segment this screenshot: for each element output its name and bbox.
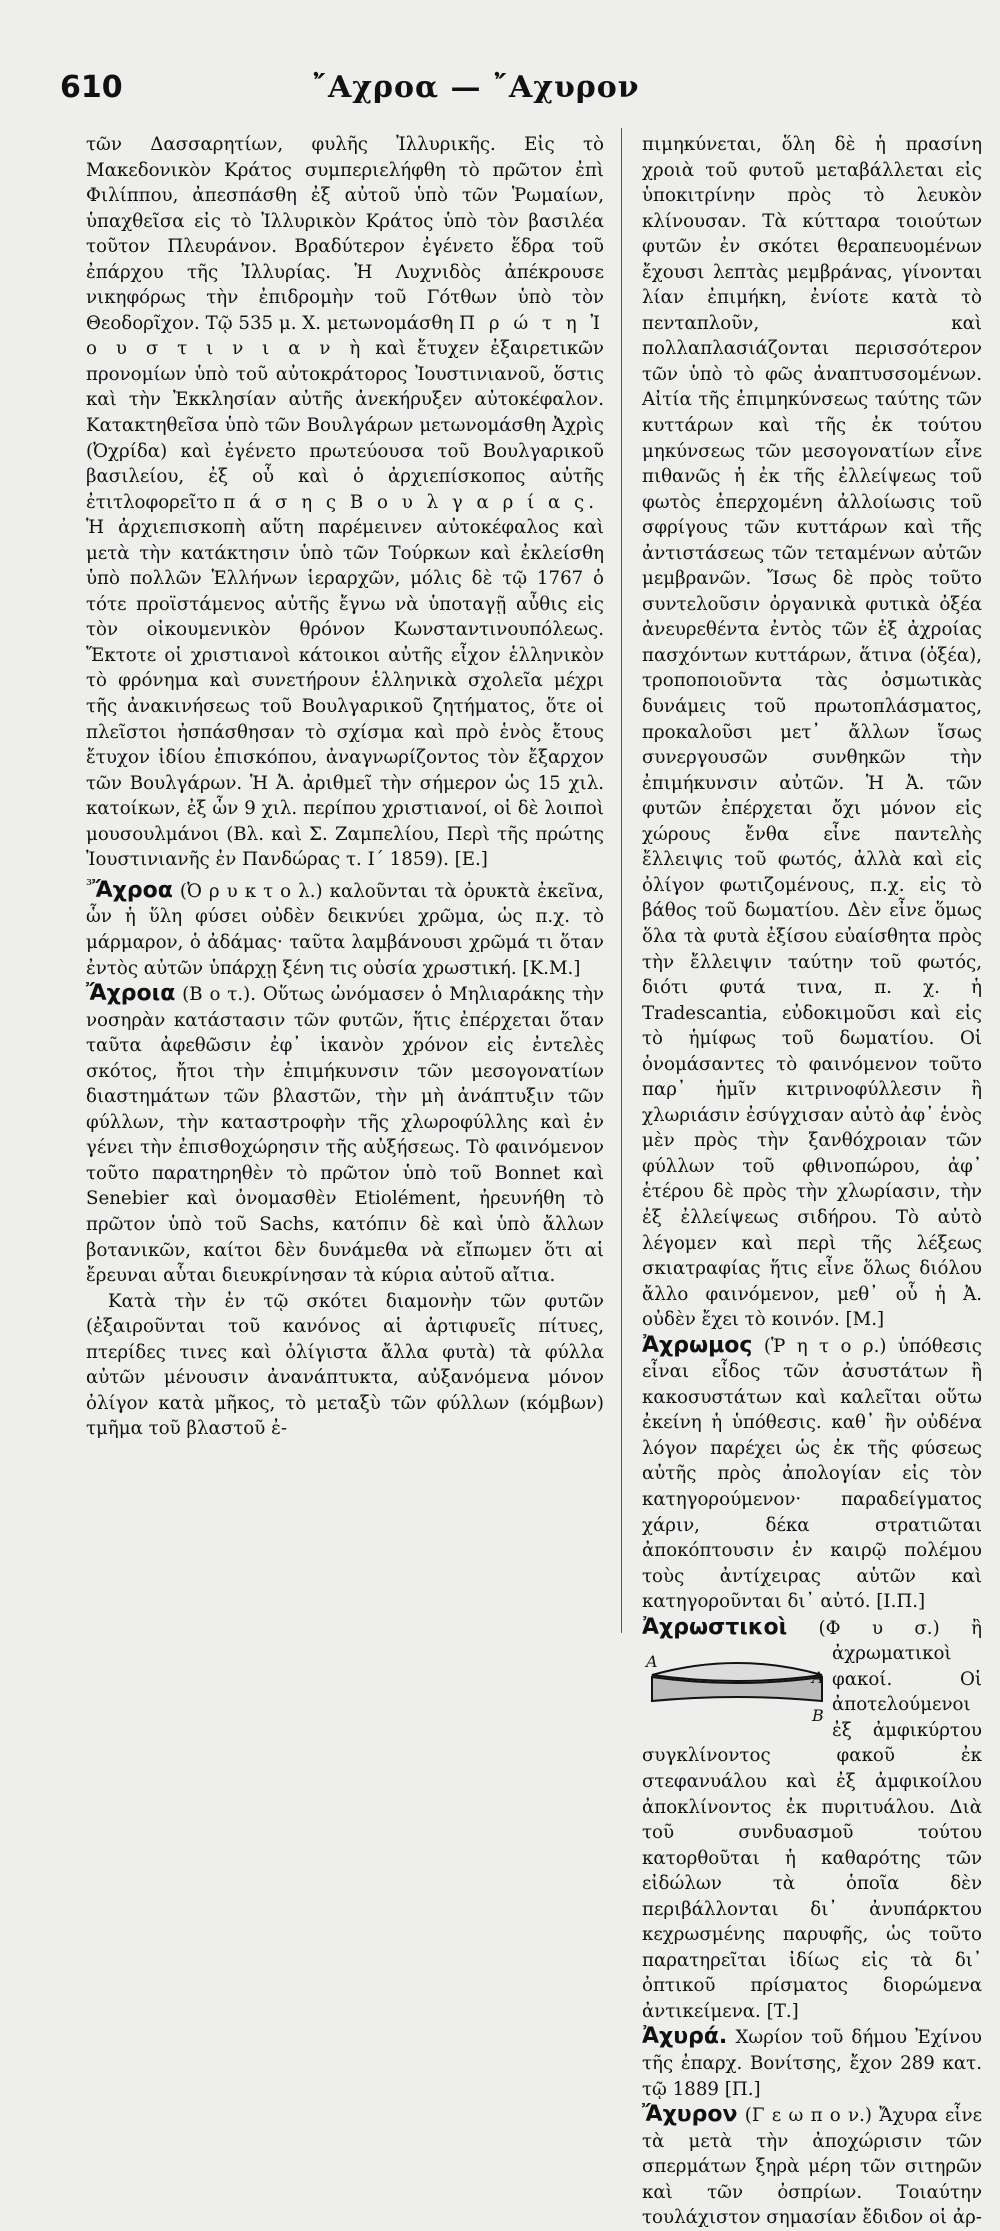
body-text: καὶ ἔτυχεν ἐξαιρετικῶν προνομίων ὑπὸ τοῦ αὐτοκράτορος Ἰουστινιανοῦ, ὅστις καὶ τὴν Ἐκκλησίαν αὐτῆς ἀνεκήρυξεν αὐτοκέφαλον. Κατακτηθεῖσα ὑπὸ τῶν Βουλγάρων μετωνομάσθη Ἀχρὶς (Ὀχρίδα) καὶ ἐγένετο πρωτεύουσα τοῦ Βουλγαρικοῦ βασιλείου, ἐξ οὗ καὶ ὁ ἀρχιεπίσκοπος αὐτῆς ἐτιτλοφορεῖτο [86,338,604,513]
running-head: ῎Αχροα — ῎Αχυρον [312,70,640,105]
paragraph: Κατὰ τὴν ἐν τῷ σκότει διαμονὴν τῶν φυτῶν (ἐξαιροῦνται τοῦ κανόνος αἱ ἀρτιφυεῖς πίτυες, πτερίδες τινες καὶ ὀλίγιστα ἄλλα φυτὰ) τὰ φύλλα αὐτῶν μένουσιν ἀνανάπτυκτα, αὐξανόμενα μόνον ὀλίγον κατὰ μῆκος, τὸ μεταξὺ τῶν φύλλων (κόμβων) τμῆμα τοῦ βλαστοῦ ἐ- [86,1290,604,1440]
entry-text: Ἄχυρα εἶνε τὰ μετὰ τὴν ἀποχώρισιν τῶν σπερμάτων ξηρὰ μέρη τῶν σιτηρῶν καὶ τῶν ὀσπρίων. Τοιαύτην τουλάχιστον σημασίαν ἔδιδον οἱ ἀρ- [642,2105,982,2229]
paragraph: Ἡ ἀρχιεπισκοπὴ αὕτη παρέμεινεν αὐτοκέφαλος καὶ μετὰ τὴν κατάκτησιν ὑπὸ τῶν Τούρκων καὶ ἐκλείσθη ὑπὸ πολλῶν Ἑλλήνων ἱεραρχῶν, μόλις δὲ τῷ 1767 ὁ τότε προϊστάμενος αὐτῆς ἔγνω νὰ ὑποταγῇ αὖθις εἰς τὸν οἰκουμενικὸν θρόνον Κωνσταντινουπόλεως. Ἔκτοτε οἱ χριστιανοὶ κάτοικοι αὐτῆς εἶχον ἑλληνικὸν τὸ φρόνημα καὶ συνετήρουν ἑλληνικὰ σχολεῖα μέχρι τῆς ἀνακινήσεως τοῦ Βουλγαρικοῦ ζητήματος, ὅτε οἱ πλεῖστοι ἠσπάσθησαν τὸ σχίσμα καὶ πρὸ ἑνὸς ἔτους ἔτυχον ἰδίου ἐπισκόπου, ἀναγνωρίζοντος τὸν ἔξαρχον τῶν Βουλγάρων. Ἡ Ἀ. ἀριθμεῖ τὴν σήμερον ὡς 15 χιλ. κατοίκων, ἐξ ὧν 9 χιλ. περίπου χριστιανοί, οἱ δὲ λοιποὶ μουσουλμάνοι (Βλ. καὶ Σ. Ζαμπελίου, Περὶ τῆς πρώτης Ἰουστινιανῆς ἐν Πανδώρας τ. Ι΄ 1859). [Ε.] [86,517,604,871]
entry-achroia [86,981,604,1289]
headword: Ἄχροια [86,981,176,1007]
entry-field: (Φ υ σ.) [818,1617,940,1639]
entry-text: Χωρίον τοῦ δήμου Ἐχίνου τῆς ἐπαρχ. Βονίτσης, ἔχον 289 κατ. τῷ 1889 [Π.] [642,2027,982,2100]
spaced-text: π ά σ η ς Β ο υ λ γ α ρ ί α ς. [223,491,599,513]
page-header [0,70,1000,120]
entry-text: Οὕτως ὠνόμασεν ὁ Μηλιαράκης τὴν νοσηρὰν κατάστασιν τῶν φυτῶν, ἥτις ἐπέρχεται ὅταν ταῦτα ἀφεθῶσιν ἐφ᾽ ἱκανὸν χρόνον εἰς ἐντελὲς σκότος, ἤτοι τὴν ἐπιμήκυνσιν τῶν μεσογονατίων διαστημάτων τῶν βλαστῶν, τὴν μὴ ἀνάπτυξιν τῶν φύλλων, τὴν καταστροφὴν τῆς χλωροφύλλης καὶ ἐν γένει τὴν ἐπισθοχώρησιν τῆς αὐξήσεως. Τὸ φαινόμενον τοῦτο παρατηρηθὲν τὸ πρῶτον ὑπὸ τοῦ Bonnet καὶ Senebier καὶ ὀνομασθὲν Etiolément, ἠρευνήθη τὸ πρῶτον ὑπὸ τοῦ Sachs, κατόπιν δὲ καὶ ὑπὸ ἄλλων βοτανικῶν, καίτοι δὲν δυνάμεθα νὰ εἴπωμεν ὅτι αἱ ἔρευναι αὗται διευκρίνησαν τὰ κύρια αὐτοῦ αἴτια. [86,984,604,1287]
entry-achyron [642,2102,982,2231]
headword: Ἀχρωμος [642,1332,753,1358]
entry-text: ὑπόθεσις εἶναι εἶδος τῶν ἀσυστάτων ἢ κακοσυστάτων καὶ καλεῖται οὕτω ἐκείνη ἡ ὑπόθεσις. καθ᾽ ἣν οὐδένα λόγον παρέχει ὡς ἐκ τῆς φύσεως αὐτῆς πρὸς ἀπολογίαν εἰς τὸν κατηγορούμενον· παραδείγματος χάριν, δέκα στρατιῶται ἀποκόπτουσιν ἐν καιρῷ πολέμου τοὺς ἀντίχειρας αὑτῶν καὶ κατηγοροῦνται δι᾽ αὐτό. [Ι.Π.] [642,1335,982,1613]
spaced-text: Π ρ ώ τ η Ἰ ο υ σ τ ι ν ι α ν ὴ [86,312,604,360]
lens-figure [642,1645,832,1725]
achromatic-lens-drawing [642,1645,832,1725]
body-text: τῶν Δασσαρητίων, φυλῆς Ἰλλυρικῆς. Εἰς τὸ Μακεδονικὸν Κράτος συμπεριελήφθη τὸ πρῶτον ἐπὶ Φιλίππου, ἀπεσπάσθη ἐξ αὐτοῦ ὑπὸ τῶν Ῥωμαίων, ὑπαχθεῖσα εἰς τὸ Ἰλλυρικὸν Κράτος ὑπὸ τὸν βασιλέα τοῦτον Πλευράνον. Βραδύτερον ἐγένετο ἕδρα τοῦ ἐπάρχου τῆς Ἰλλυρίας. Ἡ Λυχνιδὸς ἀπέκρουσε νικηφόρως τὴν ἐπιδρομὴν τοῦ Γότθων ὑπὸ τὸν Θεοδορῖχον. Τῷ 535 μ. Χ. μετωνομάσθη [86,134,604,334]
entry-field: (Β ο τ.). [182,984,256,1006]
figure-label-b: B [812,1706,824,1726]
headword: Ἄχροα [92,877,173,903]
entry-text: καλοῦνται τὰ ὀρυκτὰ ἐκεῖνα, ὧν ἡ ὕλη φύσει οὐδὲν δεικνύει χρῶμα, ὡς π.χ. τὸ μάρμαρον, ὁ ἀδάμας· ταῦτα λαμβάνουσι χρῶμά τι ὅταν ἐντὸς αὐτῶν ὑπάρχῃ ξένη τις οὐσία χρωστική. [Κ.Μ.] [86,880,604,979]
entry-achromos [642,1333,982,1615]
entry-field: (Ὀ ρ υ κ τ ο λ.) [179,880,323,902]
figure-label-a: A [646,1652,658,1672]
headword: Ἀχρωστικοὶ [642,1614,788,1640]
column-divider [621,128,622,1633]
entry-index: ³ [86,875,93,894]
entry-achyra [642,2024,982,2102]
entry-field: (Γ ε ω π ο ν.) [744,2105,872,2127]
left-column [86,132,604,1637]
paragraph: πιμηκύνεται, ὅλη δὲ ἡ πρασίνη χροιὰ τοῦ φυτοῦ μεταβάλλεται εἰς ὑποκιτρίνην πρὸς τὸ λευκὸν κλίνουσαν. Τὰ κύτταρα τοιούτων φυτῶν ἐν σκότει θεραπευομένων ἔχουσι λεπτὰς μεμβράνας, γίνονται λίαν ἐπιμήκη, ἐνίοτε κατὰ τὸ πενταπλοῦν, καὶ πολλαπλασιάζονται περισσότερον τῶν ὑπὸ τὸ φῶς ἀναπτυσσομένων. Αἰτία τῆς ἐπιμηκύνσεως ταύτης τῶν κυττάρων καὶ τῆς ἐκ τούτου μηκύνσεως τῶν μεσογονατίων εἶνε πιθανῶς ἡ ἐκ τῆς ἐλλείψεως τοῦ φωτὸς ἐπερχομένη ἀλλοίωσις τοῦ σφρίγους τῶν κυττάρων καὶ τῆς ἀντιστάσεως τῶν τεταμένων αὐτῶν μεμβρανῶν. Ἴσως δὲ πρὸς τοῦτο συντελοῦσιν ὀργανικὰ φυτικὰ ὀξέα ἀνευρεθέντα ἐντὸς τῶν ἐξ ἀχροίας πασχόντων κυττάρων, ἅτινα (ὀξέα), τροποποιοῦντα τὰς ὀσμωτικὰς δυνάμεις τοῦ πρωτοπλάσματος, προκαλοῦσι μετ᾽ ἄλλων ἴσως συνεργουσῶν συνθηκῶν τὴν ἐπιμήκυνσιν αὐτῶν. Ἡ Ἀ. τῶν φυτῶν ἐπέρχεται ὄχι μόνον εἰς χώρους ἔνθα εἶνε παντελὴς ἔλλειψις τοῦ φωτός, ἀλλὰ καὶ εἰς ὀλίγον φωτιζομένους, π.χ. εἰς τὸ βάθος τοῦ δωματίου. Δὲν εἶνε ὅμως ὅλα τὰ φυτὰ ἐξίσου εὐαίσθητα πρὸς τὴν ἔλλειψιν ταύτην τοῦ φωτός, διότι φυτά τινα, π. χ. ἡ Tradescantia, εὐδοκιμοῦσι καὶ εἰς τὸ ἡμίφως τοῦ δωματίου. Οἱ ὀνομάσαντες τὸ φαινόμενον τοῦτο παρ᾽ ἡμῖν κιτρινοφύλλεσιν ἢ χλωριάσιν ἐσύγχισαν αὐτὸ ἀφ᾽ ἑνὸς μὲν πρὸς τὴν ξανθόχροιαν τῶν φύλλων τοῦ φθινοπώρου, ἀφ᾽ ἑτέρου δὲ πρὸς τὴν χλωρίασιν, τὴν ἐξ ἐλλείψεως σιδήρου. Τὸ αὐτὸ λέγομεν καὶ περὶ τῆς λέξεως σκιατραφίας ἥτις εἶνε ὅλως διόλου ἄλλο φαινόμενον, μεθ᾽ οὗ ἡ Ἀ. οὐδὲν ἔχει τὸ κοινόν. [Μ.] [642,134,982,1331]
entry-achroa [86,873,604,981]
entry-field: (Ῥ η τ ο ρ.) [763,1335,887,1357]
right-column [642,132,982,2229]
entry-text: ἢ ἀχρωματικοὶ φακοί. Οἱ ἀποτελούμενοι ἐξ ἀμφικύρτου συγκλίνοντος φακοῦ ἐκ στεφανυάλου καὶ ἐξ ἀμφικοίλου ἀποκλίνοντος ἐκ πυριτυάλου. Διὰ τοῦ συνδυασμοῦ τούτου κατορθοῦται ἡ καθαρότης τῶν εἰδώλων τὰ ὁποῖα δὲν περιβάλλονται δι᾽ ἀνυπάρκτου κεχρωσμένης παρυφῆς, ὡς τοῦτο παρατηρεῖται ἰδίως εἰς τὰ δι᾽ ὀπτικοῦ πρίσματος διορώμενα ἀντικείμενα. [Τ.] [642,1617,982,2022]
page-number: 610 [60,70,123,105]
paragraph [86,132,604,515]
headword: Ἄχυρον [642,2102,738,2128]
convex-lens-shape [652,1663,822,1681]
headword: Ἀχυρά. [642,2024,728,2050]
figure-label-a: A [812,1668,824,1688]
entry-achrostikoi [642,1615,982,2025]
